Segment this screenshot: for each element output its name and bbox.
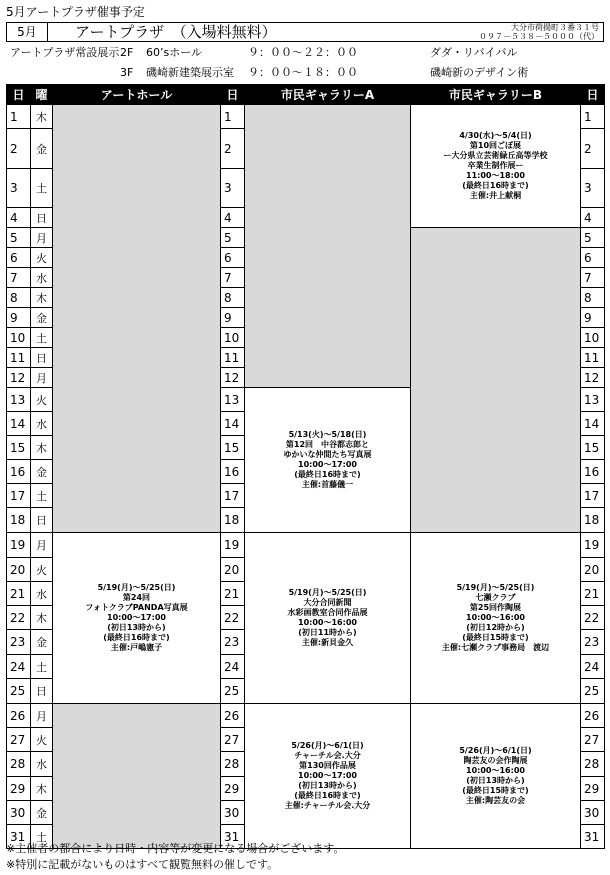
day-number: 16: [581, 460, 605, 484]
permanent-hall: 磯崎新建築展示室: [146, 66, 234, 79]
day-number: 1: [221, 105, 245, 129]
event-line: 水彩画教室合同作品展: [287, 608, 368, 617]
day-number: 23: [221, 630, 245, 655]
day-number: 12: [7, 368, 31, 388]
calendar-row: [7, 533, 605, 558]
event-line: 主催:戸嶋憲子: [110, 643, 163, 652]
event-line: 5/19(月)～5/25(日): [456, 583, 535, 592]
day-number: 19: [581, 533, 605, 558]
day-number: 14: [7, 412, 31, 436]
day-number: 9: [221, 308, 245, 328]
event-line: 11:00～18:00: [466, 171, 525, 180]
day-header: 日: [7, 85, 31, 105]
day-number: 25: [581, 679, 605, 704]
event-line: 10:00～17:00: [298, 460, 357, 469]
day-number: 18: [7, 508, 31, 533]
weekday-cell: 金: [31, 630, 53, 655]
day-number: 10: [221, 328, 245, 348]
weekday-cell: 月: [31, 368, 53, 388]
day-number: 22: [581, 606, 605, 630]
gallery-b-event: [411, 704, 581, 849]
day-number: 24: [581, 655, 605, 679]
day-number: 4: [221, 208, 245, 228]
permanent-floor: 3F: [120, 66, 134, 79]
day-number: 27: [7, 728, 31, 752]
event-line: 主催:七瀬クラブ事務局 渡辺: [441, 643, 550, 652]
art-hall-unscheduled: [53, 105, 221, 533]
day-number: 30: [581, 801, 605, 825]
day-number: 29: [7, 777, 31, 801]
weekday-cell: 火: [31, 248, 53, 268]
day-number: 31: [7, 825, 31, 849]
weekday-cell: 木: [31, 777, 53, 801]
weekday-cell: 土: [31, 169, 53, 208]
day-number: 26: [7, 704, 31, 728]
day-number: 19: [221, 533, 245, 558]
day-number: 15: [221, 436, 245, 460]
venue-address: [479, 23, 599, 41]
event-line: (初日11時から): [298, 628, 357, 637]
event-line: 大分合同新聞: [303, 598, 352, 607]
event-line: (初日13時から): [298, 781, 357, 790]
gallery-b-event: [411, 533, 581, 704]
event-line: 第25回作陶展: [469, 603, 522, 612]
event-line: 5/19(月)～5/25(日): [97, 583, 176, 592]
day-number: 21: [7, 582, 31, 606]
weekday-cell: 火: [31, 728, 53, 752]
event-line: 10:00～16:00: [466, 613, 525, 622]
weekday-cell: 日: [31, 348, 53, 368]
day-number: 12: [221, 368, 245, 388]
event-line: 第12回 中谷都志郎と: [285, 440, 370, 449]
day-number: 16: [7, 460, 31, 484]
day-number: 3: [7, 169, 31, 208]
event-line: 10:00～17:00: [107, 613, 166, 622]
gallery-a-event: [245, 533, 411, 704]
weekday-cell: 火: [31, 558, 53, 582]
gallery-b-unscheduled: [411, 228, 581, 533]
day-number: 17: [221, 484, 245, 508]
day-number: 11: [221, 348, 245, 368]
day-number: 10: [581, 328, 605, 348]
event-line: 主催:井上献桐: [469, 191, 522, 200]
event-line: 第10回ごぼ展: [469, 141, 522, 150]
gallery-b-header: 市民ギャラリーB: [411, 85, 581, 105]
calendar-header-row: [7, 85, 605, 105]
event-line: ゆかいな仲間たち写真展: [283, 450, 372, 459]
day-number: 10: [7, 328, 31, 348]
day-number: 21: [581, 582, 605, 606]
day-number: 4: [7, 208, 31, 228]
venue-header: [6, 22, 604, 42]
event-line: 5/19(月)～5/25(日): [288, 588, 367, 597]
day-number: 24: [221, 655, 245, 679]
event-line: (初日13時から): [466, 776, 525, 785]
day-number: 20: [581, 558, 605, 582]
day-number: 8: [221, 288, 245, 308]
day-number: 20: [7, 558, 31, 582]
day-number: 5: [581, 228, 605, 248]
event-line: 主催:首藤儀一: [301, 480, 354, 489]
weekday-cell: 金: [31, 308, 53, 328]
event-line: (最終日16時まで): [103, 633, 170, 642]
event-line: 卒業生制作展ー: [467, 161, 524, 170]
venue-name: アートプラザ （入場料無料）: [75, 23, 277, 41]
day-number: 9: [7, 308, 31, 328]
day-number: 26: [221, 704, 245, 728]
event-line: (最終日16時まで): [294, 470, 361, 479]
day-number: 31: [221, 825, 245, 849]
event-line: 第24回: [122, 593, 151, 602]
day-number: 30: [221, 801, 245, 825]
day-number: 7: [581, 268, 605, 288]
weekday-cell: 土: [31, 328, 53, 348]
day-number: 25: [221, 679, 245, 704]
footnote: ※特別に記載がないものはすべて観覧無料の催しです。: [6, 858, 279, 871]
day-number: 6: [221, 248, 245, 268]
address-line: 大分市荷揚町３番３１号: [511, 23, 599, 32]
art-hall-event: [53, 533, 221, 704]
day-number: 5: [221, 228, 245, 248]
day-number: 9: [581, 308, 605, 328]
day-number: 31: [581, 825, 605, 849]
weekday-cell: 日: [31, 508, 53, 533]
gallery-a-event: [245, 704, 411, 849]
day-number: 8: [581, 288, 605, 308]
weekday-cell: 水: [31, 268, 53, 288]
permanent-exhibit-row-1: [6, 43, 604, 63]
day-number: 4: [581, 208, 605, 228]
event-line: ー大分県立芸術緑丘高等学校: [443, 151, 548, 160]
weekday-cell: 土: [31, 655, 53, 679]
day-number: 28: [7, 752, 31, 777]
day-number: 23: [581, 630, 605, 655]
weekday-cell: 水: [31, 752, 53, 777]
day-number: 1: [7, 105, 31, 129]
event-line: (最終日16時まで): [294, 791, 361, 800]
document-title: 5月アートプラザ催事予定: [6, 5, 145, 19]
art-hall-header: アートホール: [53, 85, 221, 105]
event-line: (最終日16時まで): [462, 181, 529, 190]
calendar-table: [6, 84, 605, 849]
event-line: 主催:陶芸友の会: [465, 796, 526, 805]
event-line: (初日13時から): [107, 623, 166, 632]
event-line: (最終日15時まで): [462, 786, 529, 795]
day-number: 22: [221, 606, 245, 630]
day-number: 15: [7, 436, 31, 460]
event-line: 5/26(月)～6/1(日): [291, 741, 364, 750]
day-header: 日: [221, 85, 245, 105]
event-line: 5/26(月)～6/1(日): [459, 746, 532, 755]
event-line: 第130回作品展: [299, 761, 356, 770]
event-line: (最終日15時まで): [462, 633, 529, 642]
day-number: 17: [7, 484, 31, 508]
day-number: 25: [7, 679, 31, 704]
permanent-exhibit: 磯崎新のデザイン術: [430, 66, 529, 79]
gallery-b-event: [411, 105, 581, 228]
weekday-cell: 日: [31, 679, 53, 704]
day-number: 19: [7, 533, 31, 558]
calendar-row: [7, 704, 605, 728]
weekday-cell: 土: [31, 484, 53, 508]
day-number: 13: [221, 388, 245, 412]
weekday-header: 曜: [31, 85, 53, 105]
weekday-cell: 月: [31, 704, 53, 728]
permanent-label: アートプラザ常設展示: [10, 46, 120, 59]
day-number: 14: [581, 412, 605, 436]
day-number: 18: [221, 508, 245, 533]
weekday-cell: 月: [31, 533, 53, 558]
weekday-cell: 金: [31, 129, 53, 169]
day-number: 14: [221, 412, 245, 436]
weekday-cell: 金: [31, 460, 53, 484]
weekday-cell: 火: [31, 388, 53, 412]
gallery-a-event: [245, 388, 411, 533]
header-month: 5月: [7, 23, 48, 41]
weekday-cell: 水: [31, 412, 53, 436]
day-number: 28: [581, 752, 605, 777]
day-number: 27: [221, 728, 245, 752]
event-line: フォトクラブPANDA写真展: [85, 603, 188, 612]
event-line: 10:00～16:00: [298, 618, 357, 627]
day-number: 5: [7, 228, 31, 248]
event-calendar: [6, 84, 605, 849]
day-number: 11: [581, 348, 605, 368]
phone-line: ０９７－５３８－５０００（代）: [479, 32, 599, 41]
weekday-cell: 木: [31, 606, 53, 630]
event-line: 4/30(水)～5/4(日): [459, 131, 532, 140]
day-number: 29: [581, 777, 605, 801]
day-number: 15: [581, 436, 605, 460]
day-number: 18: [581, 508, 605, 533]
event-line: チャーチル会.大分: [294, 751, 361, 760]
event-line: 七瀬クラブ: [475, 593, 516, 602]
day-number: 20: [221, 558, 245, 582]
event-line: 10:00～17:00: [298, 771, 357, 780]
day-number: 17: [581, 484, 605, 508]
day-number: 13: [581, 388, 605, 412]
permanent-exhibit: ダダ・リバイバル: [430, 46, 518, 59]
day-number: 8: [7, 288, 31, 308]
day-number: 3: [221, 169, 245, 208]
day-number: 16: [221, 460, 245, 484]
weekday-cell: 水: [31, 582, 53, 606]
event-line: 5/13(火)～5/18(日): [288, 430, 367, 439]
day-number: 28: [221, 752, 245, 777]
weekday-cell: 日: [31, 208, 53, 228]
permanent-exhibit-row-2: [6, 63, 604, 83]
day-number: 27: [581, 728, 605, 752]
permanent-hours: ９：００～２２：００: [248, 46, 358, 59]
day-number: 23: [7, 630, 31, 655]
calendar-body: [7, 105, 605, 849]
calendar-row: [7, 105, 605, 129]
day-number: 6: [7, 248, 31, 268]
day-number: 29: [221, 777, 245, 801]
day-number: 24: [7, 655, 31, 679]
event-line: 10:00～16:00: [466, 766, 525, 775]
day-number: 11: [7, 348, 31, 368]
footnote: ※主催者の都合により日時・内容等が変更になる場合がございます。: [6, 842, 345, 855]
permanent-floor: 2F: [120, 46, 134, 59]
event-line: 主催:チャーチル会.大分: [284, 801, 371, 810]
gallery-a-unscheduled: [245, 105, 411, 388]
weekday-cell: 木: [31, 436, 53, 460]
weekday-cell: 土: [31, 825, 53, 849]
permanent-hours: ９：００～１８：００: [248, 66, 358, 79]
weekday-cell: 金: [31, 801, 53, 825]
day-number: 1: [581, 105, 605, 129]
day-number: 12: [581, 368, 605, 388]
day-number: 30: [7, 801, 31, 825]
art-hall-unscheduled: [53, 704, 221, 849]
event-line: (初日12時から): [466, 623, 525, 632]
day-number: 2: [221, 129, 245, 169]
day-number: 3: [581, 169, 605, 208]
weekday-cell: 月: [31, 228, 53, 248]
event-line: 主催:新貝金久: [301, 638, 354, 647]
day-number: 7: [7, 268, 31, 288]
day-number: 2: [7, 129, 31, 169]
day-number: 6: [581, 248, 605, 268]
weekday-cell: 木: [31, 288, 53, 308]
day-number: 7: [221, 268, 245, 288]
day-header: 日: [581, 85, 605, 105]
day-number: 21: [221, 582, 245, 606]
permanent-hall: 60’sホール: [146, 46, 203, 59]
day-number: 22: [7, 606, 31, 630]
day-number: 26: [581, 704, 605, 728]
weekday-cell: 木: [31, 105, 53, 129]
gallery-a-header: 市民ギャラリーA: [245, 85, 411, 105]
day-number: 13: [7, 388, 31, 412]
day-number: 2: [581, 129, 605, 169]
event-line: 陶芸友の会作陶展: [463, 756, 528, 765]
